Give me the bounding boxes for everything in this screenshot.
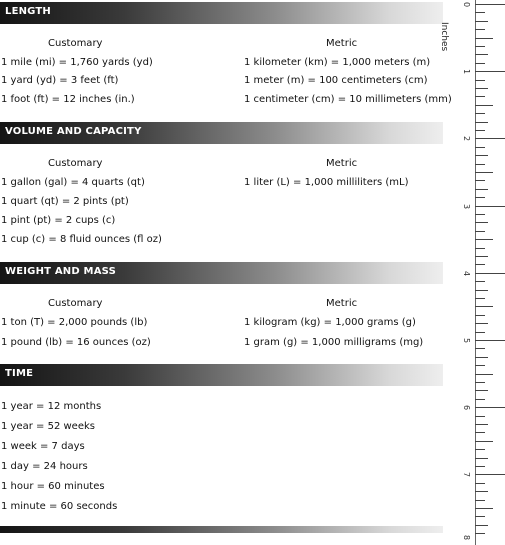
ruler-tick — [475, 357, 488, 358]
ruler-tick — [475, 155, 488, 156]
ruler-tick — [475, 172, 493, 173]
inch-ruler — [439, 0, 505, 545]
ruler-tick — [475, 248, 485, 249]
ruler-tick — [475, 474, 505, 475]
metric-header: Metric — [326, 38, 358, 49]
ruler-tick — [475, 189, 488, 190]
volume-customary-line: 1 gallon (gal) = 4 quarts (qt) — [1, 177, 145, 188]
ruler-tick — [475, 113, 485, 114]
ruler-tick — [475, 46, 485, 47]
ruler-tick — [475, 399, 485, 400]
ruler-tick — [475, 206, 505, 207]
section-header-weight — [0, 262, 443, 284]
time-line: 1 hour = 60 minutes — [1, 481, 105, 492]
ruler-number: 7 — [462, 472, 472, 478]
ruler-tick — [475, 222, 488, 223]
length-customary-line: 1 mile (mi) = 1,760 yards (yd) — [1, 57, 153, 68]
ruler-tick — [475, 29, 485, 30]
time-line: 1 day = 24 hours — [1, 461, 88, 472]
volume-customary-line: 1 quart (qt) = 2 pints (pt) — [1, 196, 129, 207]
ruler-tick — [475, 382, 485, 383]
ruler-tick — [475, 80, 485, 81]
ruler-tick — [475, 407, 505, 408]
ruler-tick — [475, 432, 485, 433]
ruler-tick — [475, 508, 493, 509]
section-title: WEIGHT AND MASS — [5, 266, 116, 277]
ruler-number: 4 — [462, 270, 472, 276]
time-line: 1 week = 7 days — [1, 441, 85, 452]
ruler-tick — [475, 516, 485, 517]
length-metric-line: 1 centimeter (cm) = 10 millimeters (mm) — [244, 94, 452, 105]
length-metric-line: 1 meter (m) = 100 centimeters (cm) — [244, 75, 428, 86]
ruler-tick — [475, 340, 505, 341]
ruler-tick — [475, 416, 485, 417]
ruler-tick — [475, 332, 485, 333]
ruler-tick — [475, 390, 488, 391]
ruler-tick — [475, 231, 485, 232]
volume-customary-line: 1 cup (c) = 8 fluid ounces (fl oz) — [1, 234, 162, 245]
customary-header: Customary — [48, 158, 103, 169]
weight-customary-line: 1 pound (lb) = 16 ounces (oz) — [1, 337, 151, 348]
ruler-number: 1 — [462, 69, 472, 75]
section-header-length — [0, 2, 443, 24]
time-line: 1 year = 12 months — [1, 401, 102, 412]
ruler-number: 8 — [462, 534, 472, 541]
volume-customary-line: 1 pint (pt) = 2 cups (c) — [1, 215, 116, 226]
ruler-tick — [475, 4, 505, 5]
weight-metric-line: 1 kilogram (kg) = 1,000 grams (g) — [244, 317, 416, 328]
ruler-tick — [475, 38, 493, 39]
ruler-tick — [475, 138, 505, 139]
section-title: VOLUME AND CAPACITY — [5, 126, 142, 137]
ruler-number: 3 — [462, 203, 472, 209]
ruler-tick — [475, 281, 485, 282]
ruler-tick — [475, 256, 488, 257]
ruler-tick — [475, 147, 485, 148]
ruler-tick — [475, 12, 485, 13]
ruler-tick — [475, 71, 505, 72]
ruler-number: 6 — [462, 405, 472, 411]
ruler-tick — [475, 315, 485, 316]
ruler-tick — [475, 441, 493, 442]
length-customary-line: 1 foot (ft) = 12 inches (in.) — [1, 94, 135, 105]
ruler-tick — [475, 458, 488, 459]
time-line: 1 minute = 60 seconds — [1, 501, 118, 512]
ruler-tick — [475, 290, 488, 291]
ruler-tick — [475, 298, 485, 299]
time-line: 1 year = 52 weeks — [1, 421, 95, 432]
metric-header: Metric — [326, 158, 358, 169]
ruler-tick — [475, 214, 485, 215]
ruler-tick — [475, 122, 488, 123]
ruler-tick — [475, 483, 485, 484]
weight-customary-line: 1 ton (T) = 2,000 pounds (lb) — [1, 317, 148, 328]
ruler-tick — [475, 365, 485, 366]
ruler-tick — [475, 54, 488, 55]
ruler-number: 5 — [462, 337, 472, 344]
length-customary-line: 1 yard (yd) = 3 feet (ft) — [1, 75, 119, 86]
ruler-tick — [475, 525, 488, 526]
ruler-tick — [475, 374, 493, 375]
ruler-number: 0 — [462, 1, 472, 8]
metric-header: Metric — [326, 298, 358, 309]
section-title: LENGTH — [5, 6, 51, 17]
ruler-tick — [475, 130, 485, 131]
ruler-tick — [475, 180, 485, 181]
ruler-tick — [475, 21, 488, 22]
ruler-tick — [475, 96, 485, 97]
ruler-tick — [475, 105, 493, 106]
volume-metric-line: 1 liter (L) = 1,000 milliliters (mL) — [244, 177, 409, 188]
ruler-tick — [475, 466, 485, 467]
ruler-tick — [475, 424, 488, 425]
ruler-tick — [475, 63, 485, 64]
ruler-tick — [475, 500, 485, 501]
ruler-unit-label: Inches — [439, 22, 449, 52]
ruler-tick — [475, 449, 485, 450]
customary-header: Customary — [48, 298, 103, 309]
ruler-tick — [475, 348, 485, 349]
bottom-gradient-bar — [0, 526, 443, 533]
ruler-tick — [475, 273, 505, 274]
customary-header: Customary — [48, 38, 103, 49]
section-header-volume — [0, 122, 443, 144]
ruler-number: 2 — [462, 136, 472, 142]
weight-metric-line: 1 gram (g) = 1,000 milligrams (mg) — [244, 337, 424, 348]
ruler-tick — [475, 88, 488, 89]
ruler-tick — [475, 533, 485, 534]
ruler-tick — [475, 239, 493, 240]
ruler-tick — [475, 197, 485, 198]
ruler-tick — [475, 164, 485, 165]
ruler-tick — [475, 264, 485, 265]
ruler-tick — [475, 323, 488, 324]
section-title: TIME — [5, 368, 34, 379]
ruler-tick — [475, 491, 488, 492]
ruler-tick — [475, 306, 493, 307]
length-metric-line: 1 kilometer (km) = 1,000 meters (m) — [244, 57, 431, 68]
section-header-time — [0, 364, 443, 386]
